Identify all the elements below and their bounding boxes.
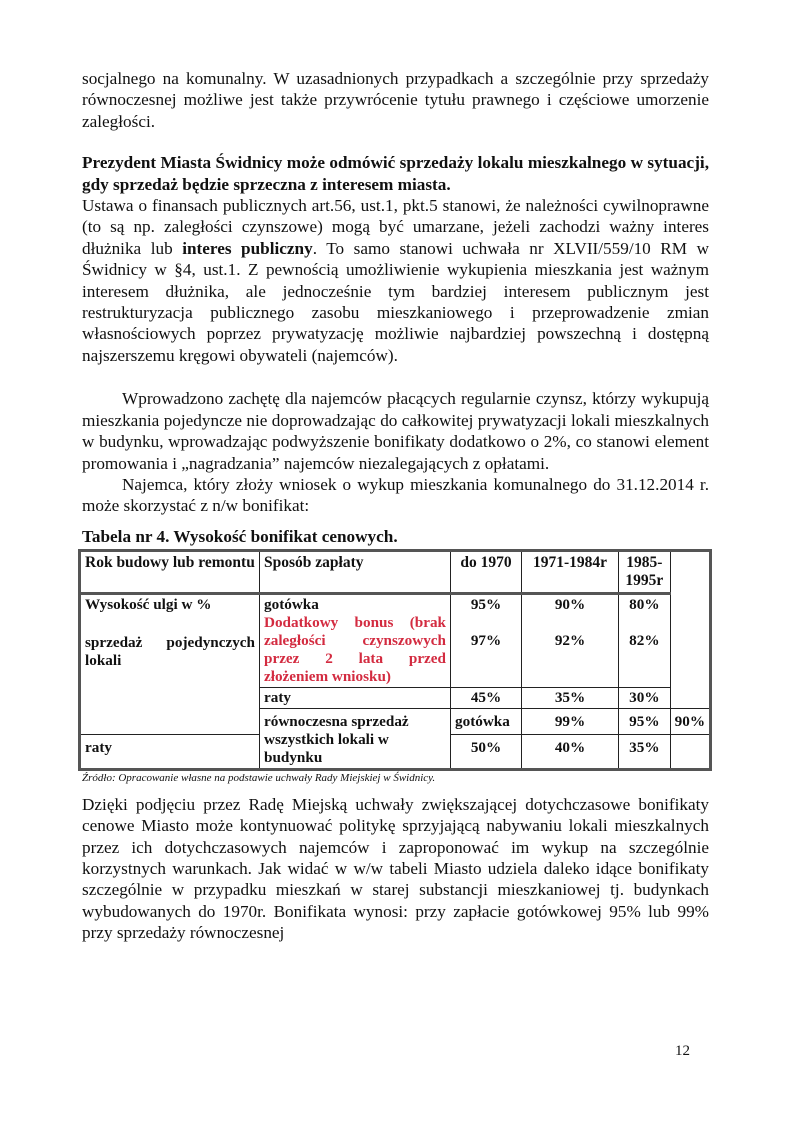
paragraph-text: Ustawa o finansach publicznych art.56, ust.1, pkt.5 stanowi, że należności cywilnoprawne (to są np. zaległości czynszowe) mogą być umarzane, jeżeli zachodzi ważny interes dłużnika lub [82,196,709,258]
value-sim-cash-1971-1984: 95% [619,708,671,734]
table-header-row [80,550,711,593]
value-installments-before-1970: 45% [451,687,522,708]
value-cash-1985-1995: 80% [629,595,660,613]
page-number: 12 [675,1043,690,1059]
value-cell [451,593,522,687]
value-cash-1971-1984: 90% [554,595,586,613]
header-1971-1984: 1971-1984r [522,550,619,593]
payment-method-installments: raty [260,687,451,708]
group-single-sale-label [80,593,260,734]
paragraph-conclusion: Dzięki podjęciu przez Radę Miejską uchwały zwiększającej dotychczasowe bonifikaty cenowe Miasto może kontynuować politykę sprzyjającą nabywaniu lokali mieszkalnych przez ich dotychczasowych najemców i zaproponować im wykup na szczególnie korzystnych warunkach. Jak widać w w/w tabeli Miasto udziela daleko idące bonifikaty szczególnie w przypadku mieszkań w starej substancji mieszkaniowej tj. budynkach wybudowanych do 1970r. Bonifikata wynosi: przy zapłacie gotówkowej 95% lub 99% przy sprzedaży równoczesnej [82,794,709,943]
value-cash-before-1970: 95% [470,595,502,613]
paragraph-president-refusal: Prezydent Miasta Świdnicy może odmówić sprzedaży lokalu mieszkalnego w sytuacji, gdy sprzedaż będzie sprzeczna z interesem miasta. [82,153,709,194]
value-sim-installments-before-1970: 50% [451,734,522,769]
value-bonus-before-1970: 97% [470,631,502,649]
relief-label: Wysokość ulgi w % [85,595,212,613]
paragraph-tenant-deadline: Najemca, który złoży wniosek o wykup mieszkania komunalnego do 31.12.2014 r. może skorzystać z n/w bonifikat: [82,474,709,516]
paragraph-text: . To samo stanowi uchwała nr XLVII/559/10 RM w Świdnicy w §4, ust.1. Z pewnością umożliwienie wykupienia mieszkania jest ważnym interesem dłużnika, ale jednocześnie tym bardziej interesem publicznym jest restrukturyzacja publicznego zasobu mieszkaniowego i przeprowadzenie zmian własnościowych poprzez prywatyzację możliwie najbardziej powszechną i dostępną najszerszemu kręgowi obywateli (najemców). [82,238,709,365]
payment-method-cash: gotówka [451,708,522,734]
group-simultaneous-sale-label: równoczesna sprzedaż wszystkich lokali w budynku [260,708,451,769]
value-sim-cash-before-1970: 99% [522,708,619,734]
value-cell [619,593,671,687]
value-sim-cash-1985-1995: 90% [670,708,710,734]
paragraph-public-finance-act [82,195,709,366]
header-1985-1995: 1985-1995r [619,550,671,593]
paragraph-intro: socjalnego na komunalny. W uzasadnionych przypadkach a szczególnie przy sprzedaży równoczesnej możliwe jest także przywrócenie tytułu prawnego i częściowe umorzenie zaległości. [82,69,709,131]
table-title: Tabela nr 4. Wysokość bonifikat cenowych. [82,526,398,546]
value-bonus-1985-1995: 82% [629,631,660,649]
value-sim-installments-1971-1984: 40% [522,734,619,769]
value-bonus-1971-1984: 92% [554,631,586,649]
single-sale-label: sprzedaż pojedynczych lokali [85,633,255,669]
value-cell [522,593,619,687]
value-sim-installments-1985-1995: 35% [619,734,671,769]
header-before-1970: do 1970 [451,550,522,593]
table-source-note: Źródło: Opracowanie własne na podstawie uchwały Rady Miejskiej w Świdnicy. [82,771,436,784]
bonus-note: Dodatkowy bonus (brak zaległości czynszowych przez 2 lata przed złożeniem wniosku) [264,613,446,685]
method-label: gotówka [264,595,319,613]
payment-method-installments: raty [80,734,260,769]
table-row [80,593,711,687]
document-page [82,68,709,944]
header-payment-method: Sposób zapłaty [260,550,451,593]
payment-method-cash [260,593,451,687]
emphasis-public-interest: interes publiczny [182,238,313,258]
header-construction-year: Rok budowy lub remontu [80,550,260,593]
value-installments-1971-1984: 35% [522,687,619,708]
value-installments-1985-1995: 30% [619,687,671,708]
discount-table [78,549,712,771]
paragraph-incentive: Wprowadzono zachętę dla najemców płacących regularnie czynsz, którzy wykupują mieszkania pojedyncze nie doprowadzając do całkowitej prywatyzacji lokali mieszkalnych w budynku, wprowadzając podwyższenie bonifikaty dodatkowo o 2%, co stanowi element promowania i „nagradzania” najemców niezalegających z opłatami. [82,389,709,473]
